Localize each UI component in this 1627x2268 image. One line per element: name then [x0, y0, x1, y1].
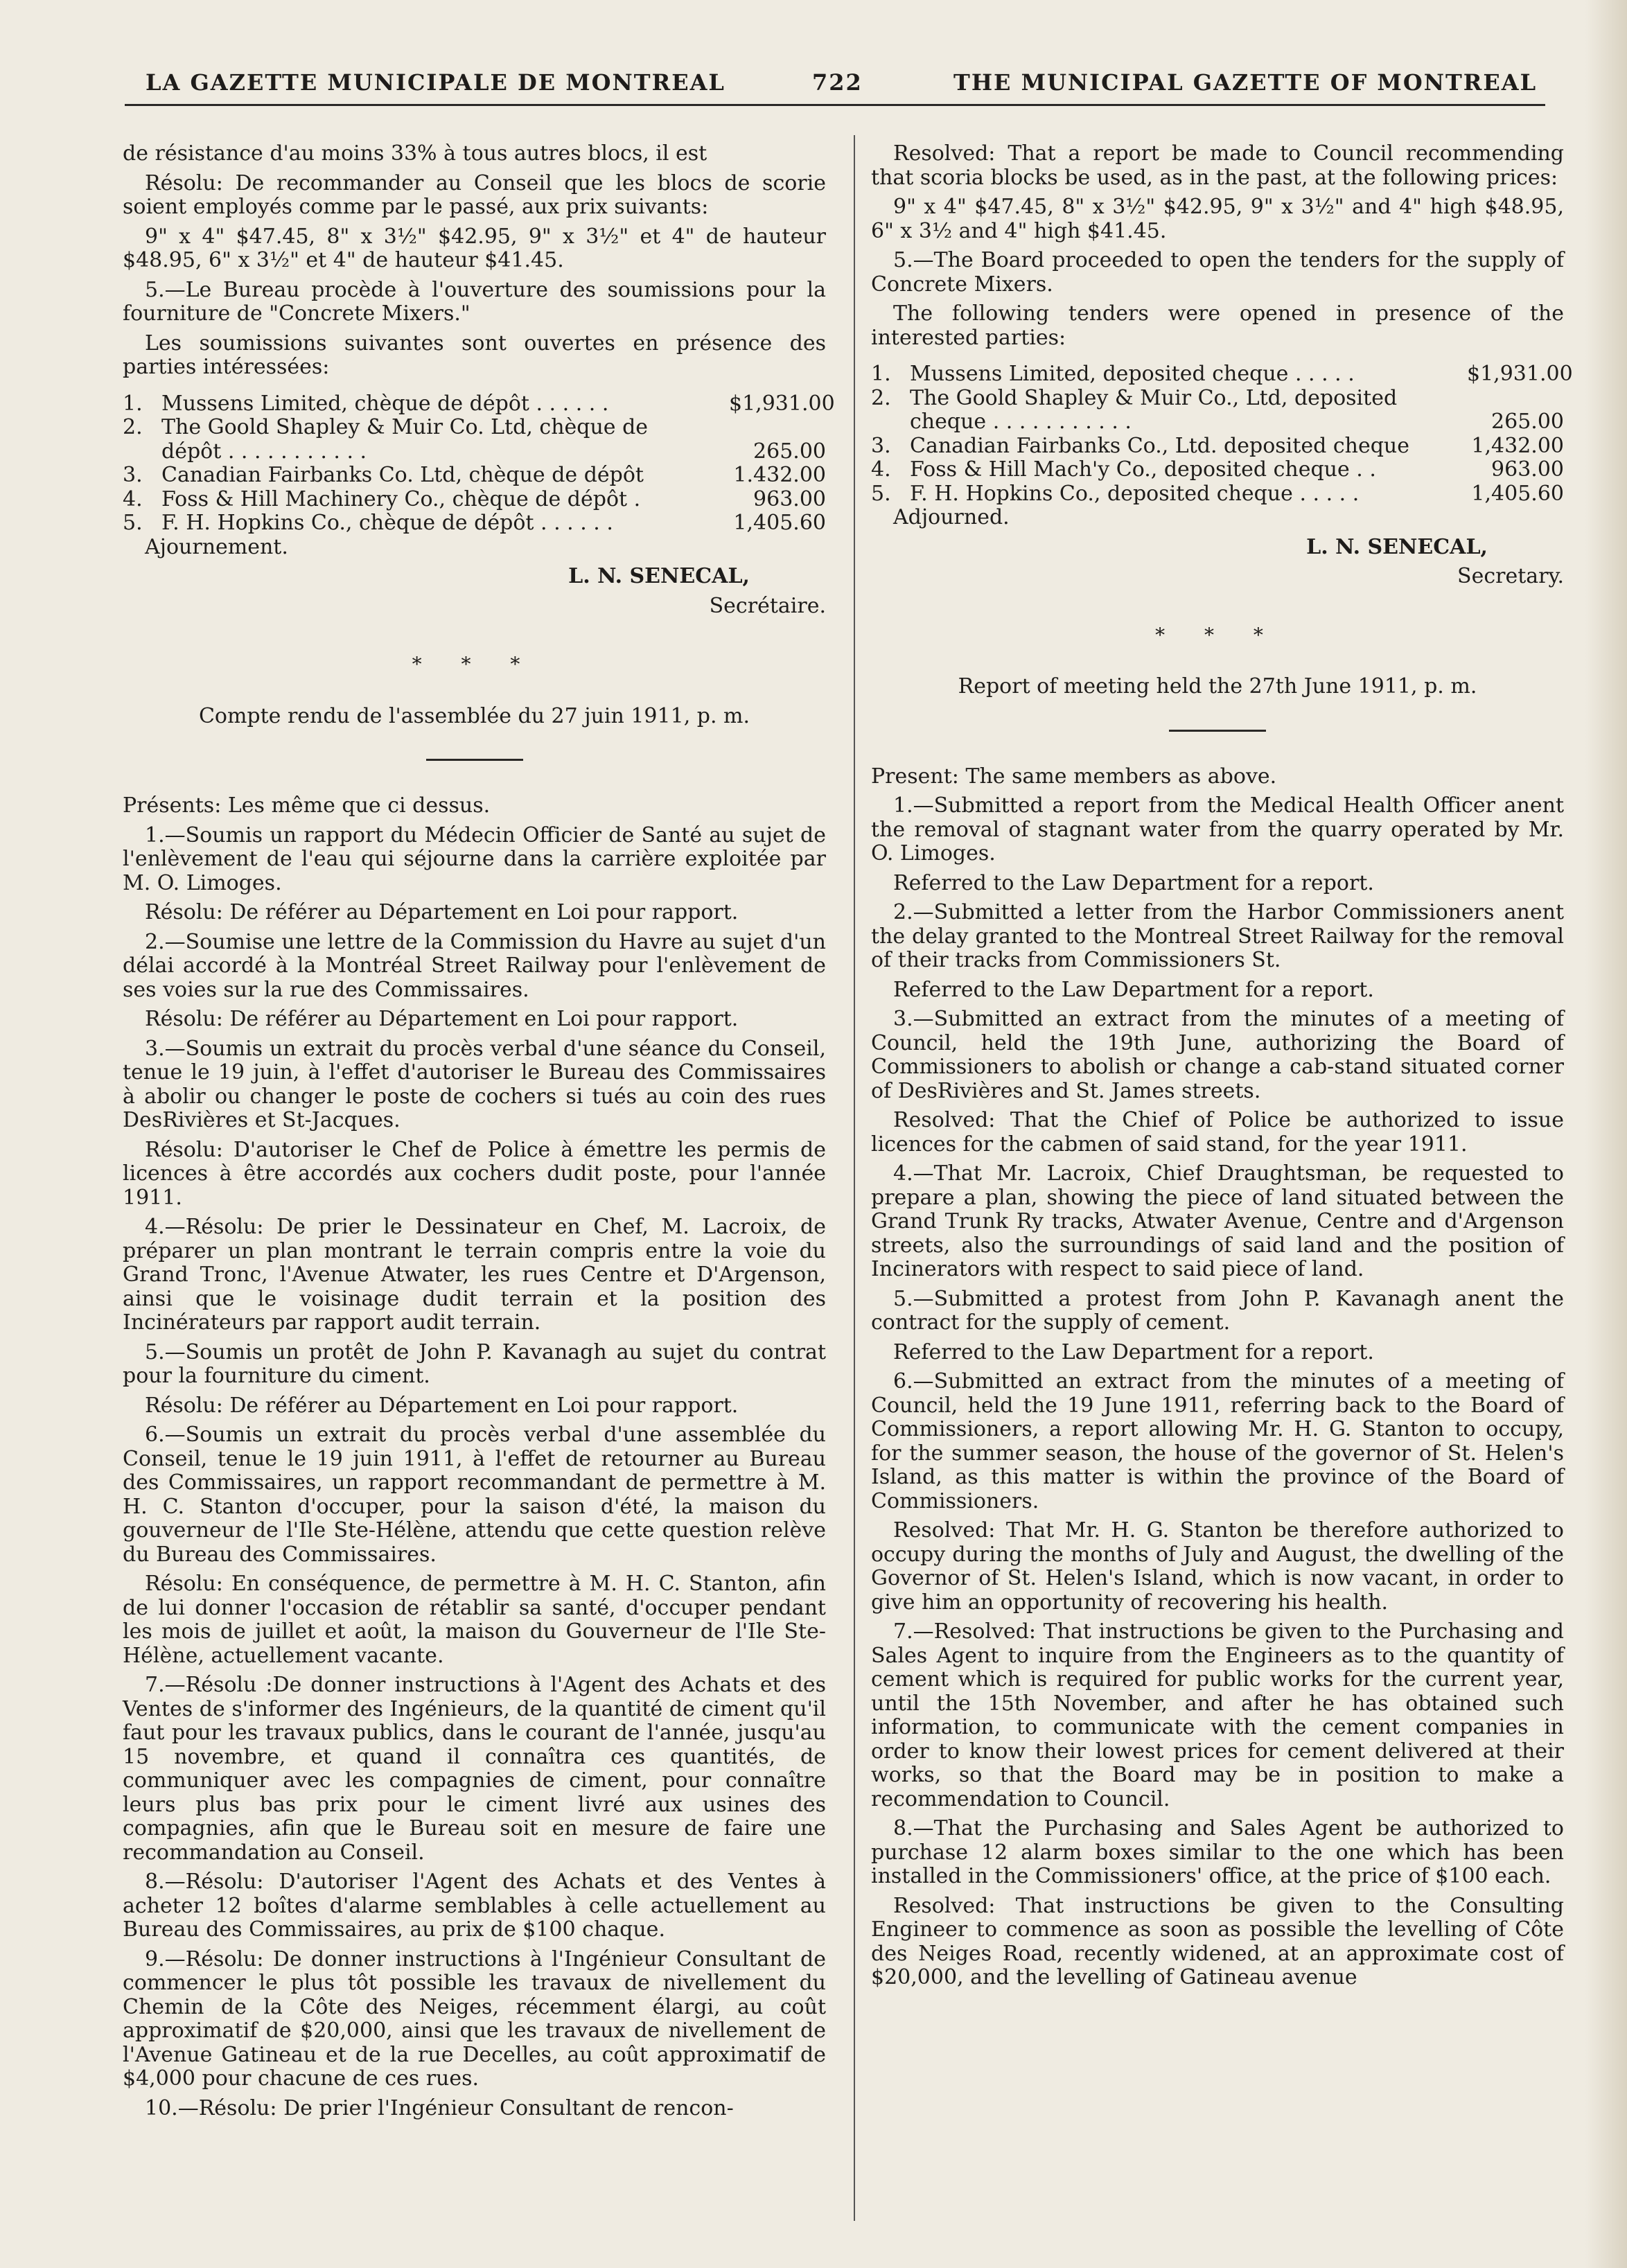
tender-row-continued — [161, 440, 826, 464]
tender-name: dépôt . . . . . . . . . . . — [161, 439, 367, 464]
tender-name: Foss & Hill Mach'y Co., deposited cheque . . — [910, 457, 1376, 482]
section-stars: * * * — [1155, 623, 1280, 647]
tender-number: 1. — [871, 362, 891, 386]
minute-item: 10.—Résolu: De prier l'Ingénieur Consultant de rencon- — [145, 2095, 734, 2120]
paragraph: 5.—The Board proceeded to open the tenders for the supply of Concrete Mixers. — [871, 248, 1564, 297]
present-line: Present: The same members as above. — [871, 764, 1277, 789]
signature-title: Secretary. — [1457, 564, 1564, 588]
minute-item: Resolved: That the Chief of Police be authorized to issue licences for the cabmen of said stand, for the year 1911. — [871, 1108, 1564, 1157]
adjournment: Ajournement. — [145, 534, 288, 559]
section-rule — [1169, 730, 1266, 732]
minute-item: 8.—That the Purchasing and Sales Agent be authorized to purchase 12 alarm boxes similar to the one which has been installed in the Commissioners' office, at the price of $100 each. — [871, 1816, 1564, 1888]
tender-number: 4. — [871, 457, 891, 482]
tender-row — [123, 511, 826, 536]
tender-amount: 1,405.60 — [733, 511, 826, 535]
tender-name: F. H. Hopkins Co., chèque de dépôt . . . . . . — [161, 511, 613, 535]
tender-number: 3. — [871, 433, 891, 458]
tender-amount: 1.432.00 — [733, 463, 826, 487]
tender-row — [871, 362, 1573, 387]
tender-name: Foss & Hill Machinery Co., chèque de dépôt . — [161, 486, 641, 511]
paragraph: 5.—Le Bureau procède à l'ouverture des soumissions pour la fourniture de "Concrete Mixers." — [123, 277, 826, 326]
tender-number: 5. — [871, 481, 891, 506]
header-french-title: LA GAZETTE MUNICIPALE DE MONTREAL — [146, 69, 725, 96]
tender-name: Mussens Limited, deposited cheque . . . . . — [910, 362, 1355, 386]
tender-number: 1. — [123, 391, 143, 416]
tender-row — [871, 458, 1564, 482]
minute-item: Referred to the Law Department for a report. — [893, 870, 1374, 895]
signature-name: L. N. SENECAL, — [568, 564, 750, 588]
minute-item: Referred to the Law Department for a report. — [893, 977, 1374, 1002]
paragraph: Résolu: De recommander au Conseil que les blocs de scorie soient employés comme par le passé, aux prix suivants: — [123, 170, 826, 219]
page-edge-shadow — [1585, 0, 1627, 2268]
tender-row — [123, 464, 826, 488]
minute-item: 7.—Résolu :De donner instructions à l'Agent des Achats et des Ventes de s'informer des Ingénieurs, de la quantité de ciment qu'il faut pour les travaux publics, dans le courant de l'année, jusqu'au 15 novembre, et quand il connaîtra ces quantités, de communiquer avec les compagnies de ciment, pour connaître leurs plus bas prix pour le ciment livré aux usines des compagnies, afin que le Bureau soit en mesure de faire une recommandation au Conseil. — [123, 1673, 826, 1865]
tender-row — [123, 391, 835, 416]
minute-item: 1.—Soumis un rapport du Médecin Officier de Santé au sujet de l'enlèvement de l'eau qui séjourne dans la carrière exploitée par M. O. Limoges. — [123, 823, 826, 895]
paragraph: The following tenders were opened in presence of the interested parties: — [871, 301, 1564, 350]
english-column — [871, 141, 1573, 1996]
minute-item: Resolved: That Mr. H. G. Stanton be therefore authorized to occupy during the months of July and August, the dwelling of the Governor of St. Helen's Island, which is now vacant, in order to give him an opportunity of recovering his health. — [871, 1518, 1564, 1615]
paragraph: 9" x 4" $47.45, 8" x 3½" $42.95, 9" x 3½" et 4" de hauteur $48.95, 6" x 3½" et 4" de hauteur $41.45. — [123, 224, 826, 272]
tender-amount: 265.00 — [753, 439, 826, 464]
minute-item: 9.—Résolu: De donner instructions à l'Ingénieur Consultant de commencer le plus tôt possible les travaux de nivellement du Chemin de la Côte des Neiges, récemment élargi, au coût approximatif de $20,000, ainsi que les travaux de nivellement de l'Avenue Gatineau et de la rue Decelles, au coût approximatif de $4,000 pour chacune de ces rues. — [123, 1946, 826, 2091]
tender-row-continued — [910, 410, 1564, 434]
page-number: 722 — [812, 69, 863, 96]
adjournment: Adjourned. — [893, 505, 1010, 529]
minute-item: 5.—Submitted a protest from John P. Kavanagh anent the contract for the supply of cement. — [871, 1286, 1564, 1335]
tender-row — [871, 434, 1564, 459]
present-line: Présents: Les même que ci dessus. — [123, 793, 491, 818]
tender-amount: 265.00 — [1491, 410, 1564, 434]
paragraph: 9" x 4" $47.45, 8" x 3½" $42.95, 9" x 3½" and 4" high $48.95, 6" x 3½ and 4" high $41.45. — [871, 195, 1564, 243]
minute-item: Resolved: That instructions be given to the Consulting Engineer to commence as soon as possible the levelling of Côte des Neiges Road, recently widened, at an approximate cost of $20,000, and the levelling of Gatineau avenue — [871, 1893, 1564, 1989]
minute-item: 4.—Résolu: De prier le Dessinateur en Chef, M. Lacroix, de préparer un plan montrant le terrain compris entre la voie du Grand Tronc, l'Avenue Atwater, les rues Centre et D'Argenson, ainsi que le voisinage dudit terrain et la position des Incinérateurs par rapport audit terrain. — [123, 1215, 826, 1335]
tender-row — [871, 482, 1564, 507]
tender-number: 2. — [123, 415, 143, 439]
tender-name: Mussens Limited, chèque de dépôt . . . . . . — [161, 391, 609, 416]
tender-number: 4. — [123, 486, 143, 511]
tender-amount: 963.00 — [753, 486, 826, 511]
signature-title: Secrétaire. — [709, 593, 826, 618]
minute-item: Résolu: De référer au Département en Loi pour rapport. — [145, 900, 739, 924]
paragraph: Les soumissions suivantes sont ouvertes en présence des parties intéressées: — [123, 331, 826, 379]
column-divider — [854, 135, 855, 2221]
tender-amount: 1,405.60 — [1471, 481, 1564, 506]
tender-name: F. H. Hopkins Co., deposited cheque . . . . . — [910, 481, 1360, 506]
minute-item: Referred to the Law Department for a report. — [893, 1339, 1374, 1364]
tender-number: 3. — [123, 463, 143, 487]
minute-item: Résolu: En conséquence, de permettre à M. H. C. Stanton, afin de lui donner l'occasion de rétablir sa santé, d'occuper pendant les mois de juillet et août, la maison du Gouverneur de l'Ile Ste-Hélène, actuellement vacante. — [123, 1572, 826, 1668]
minute-item: 4.—That Mr. Lacroix, Chief Draughtsman, be requested to prepare a plan, showing the piece of land situated between the Grand Trunk Ry tracks, Atwater Avenue, Centre and d'Argenson streets, also the surroundings of said land and the position of Incinerators with respect to said piece of land. — [871, 1161, 1564, 1281]
minute-item: Résolu: De référer au Département en Loi pour rapport. — [145, 1007, 739, 1031]
report-title: Compte rendu de l'assemblée du 27 juin 1911, p. m. — [198, 703, 750, 728]
tender-number: 5. — [123, 511, 143, 535]
header-rule — [125, 104, 1545, 106]
report-title: Report of meeting held the 27th June 1911, p. m. — [958, 674, 1477, 698]
paragraph: Resolved: That a report be made to Council recommending that scoria blocks be used, as in the past, at the following prices: — [871, 141, 1564, 190]
french-column — [123, 141, 835, 2126]
tender-name: The Goold Shapley & Muir Co. Ltd, chèque de — [161, 415, 649, 439]
section-rule — [426, 759, 523, 761]
minute-item: 2.—Submitted a letter from the Harbor Commissioners anent the delay granted to the Montreal Street Railway for the removal of their tracks from Commissioners St. — [871, 900, 1564, 972]
minute-item: Résolu: De référer au Département en Loi pour rapport. — [145, 1393, 739, 1418]
minute-item: 1.—Submitted a report from the Medical Health Officer anent the removal of stagnant water from the quarry operated by Mr. O. Limoges. — [871, 793, 1564, 865]
minute-item: 8.—Résolu: D'autoriser l'Agent des Achats et des Ventes à acheter 12 boîtes d'alarme semblables à celle actuellement au Bureau des Commissaires, au prix de $100 chaque. — [123, 1870, 826, 1942]
minute-item: 6.—Soumis un extrait du procès verbal d'une assemblée du Conseil, tenue le 19 juin 1911, à l'effet de retourner au Bureau des Commissaires, un rapport recommandant de permettre à M. H. C. Stanton d'occuper, pour la saison d'été, la maison du gouverneur de l'Ile Ste-Hélène, attendu que cette question relève du Bureau des Commissaires. — [123, 1423, 826, 1567]
tender-row — [871, 387, 1564, 411]
paragraph: de résistance d'au moins 33% à tous autres blocs, il est — [123, 141, 707, 166]
tender-name: cheque . . . . . . . . . . . — [910, 410, 1132, 434]
header-english-title: THE MUNICIPAL GAZETTE OF MONTREAL — [953, 69, 1538, 96]
minute-item: 5.—Soumis un protêt de John P. Kavanagh au sujet du contrat pour la fourniture du ciment. — [123, 1339, 826, 1388]
tender-amount: $1,931.00 — [1467, 362, 1573, 386]
tender-amount: 1,432.00 — [1471, 433, 1564, 458]
minute-item: 6.—Submitted an extract from the minutes of a meeting of Council, held the 19 June 1911, referring back to the Board of Commissioners, a report allowing Mr. H. G. Stanton to occupy, for the summer season, the house of the governor of St. Helen's Island, as this matter is within the province of the Board of Commissioners. — [871, 1369, 1564, 1513]
signature-name: L. N. SENECAL, — [1306, 534, 1488, 559]
tender-name: Canadian Fairbanks Co., Ltd. deposited cheque — [910, 433, 1409, 458]
section-stars: * * * — [412, 653, 537, 676]
tender-name: The Goold Shapley & Muir Co., Ltd, deposited — [910, 385, 1398, 410]
minute-item: 7.—Resolved: That instructions be given to the Purchasing and Sales Agent to inquire from the Engineers as to the quantity of cement which is required for public works for the current year, until the 15th November, and after he has obtained such information, to communicate with the cement companies in order to know their lowest prices for cement delivered at their works, so that the Board may be in position to make a recommendation to Council. — [871, 1619, 1564, 1811]
tender-row — [123, 488, 826, 512]
minute-item: 3.—Soumis un extrait du procès verbal d'une séance du Conseil, tenue le 19 juin, à l'effet d'autoriser le Bureau des Commissaires à abolir ou changer le poste de cochers si tués au coin des rues DesRivières et St-Jacques. — [123, 1036, 826, 1132]
minute-item: 3.—Submitted an extract from the minutes of a meeting of Council, held the 19th June, authorizing the Board of Commissioners to abolish or change a cab-stand situated corner of DesRivières and St. James streets. — [871, 1007, 1564, 1103]
minute-item: Résolu: D'autoriser le Chef de Police à émettre les permis de licences à être accordés aux cochers dudit poste, pour l'année 1911. — [123, 1137, 826, 1210]
minute-item: 2.—Soumise une lettre de la Commission du Havre au sujet d'un délai accordé à la Montréal Street Railway pour l'enlèvement de ses voies sur la rue des Commissaires. — [123, 929, 826, 1002]
tender-amount: $1,931.00 — [729, 391, 835, 416]
tender-amount: 963.00 — [1491, 457, 1564, 482]
tender-number: 2. — [871, 385, 891, 410]
tender-row — [123, 416, 826, 440]
tender-name: Canadian Fairbanks Co. Ltd, chèque de dépôt — [161, 463, 644, 487]
